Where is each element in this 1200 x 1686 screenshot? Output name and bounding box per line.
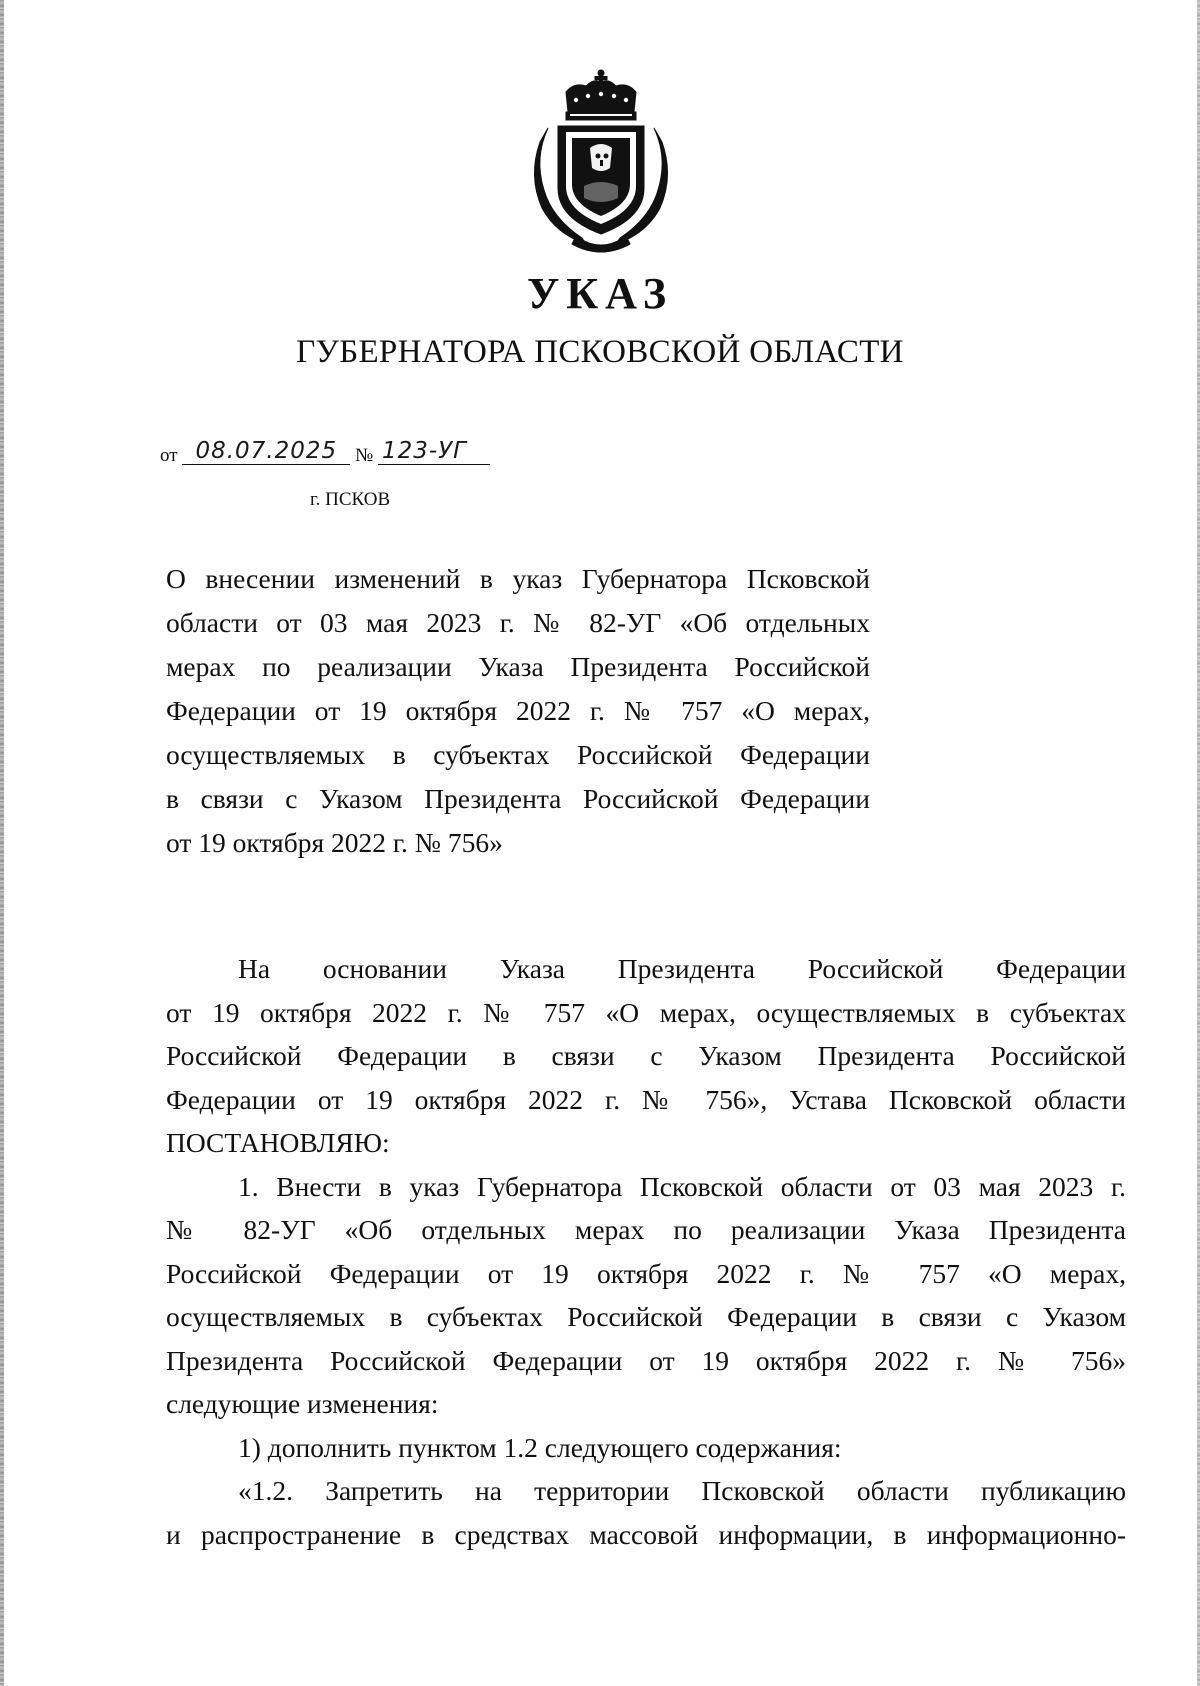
subject-line: осуществляемых в субъектах Российской Федерации — [166, 739, 870, 770]
document-title: УКАЗ — [526, 269, 674, 318]
number-prefix: № — [355, 445, 374, 466]
subject-line: в связи с Указом Президента Российской Федерации — [166, 783, 870, 814]
body-line: 1. Внести в указ Губернатора Псковской области от 03 мая 2023 г. — [238, 1170, 1126, 1202]
date-prefix: от — [160, 445, 178, 466]
body-line: Российской Федерации от 19 октября 2022 г. № 757 «О мерах, — [166, 1257, 1126, 1289]
subject-line: области от 03 мая 2023 г. № 82-УГ «Об отдельных — [166, 607, 870, 638]
body-line: от 19 октября 2022 г. № 757 «О мерах, осуществляемых в субъектах — [166, 996, 1126, 1028]
body-line: следующие изменения: — [166, 1388, 439, 1419]
body-line: Российской Федерации в связи с Указом Президента Российской — [166, 1040, 1126, 1071]
handwritten-date: 08.07.2025 — [182, 440, 350, 465]
body-line: № 82-УГ «Об отдельных мерах по реализации Указа Президента — [166, 1214, 1126, 1245]
body-line: Федерации от 19 октября 2022 г. № 756», Устава Псковской области — [166, 1083, 1126, 1115]
decree-body — [166, 947, 1126, 1556]
coat-of-arms-pskov-region-icon — [526, 68, 676, 254]
body-line: осуществляемых в субъектах Российской Федерации в связи с Указом — [166, 1301, 1126, 1332]
subject-line: от 19 октября 2022 г. № 756» — [166, 827, 503, 858]
decree-subject — [166, 557, 870, 865]
city-label: г. ПСКОВ — [310, 489, 391, 510]
subject-line: мерах по реализации Указа Президента Российской — [166, 651, 870, 682]
body-line: На основании Указа Президента Российской Федерации — [238, 953, 1126, 984]
subject-line: Федерации от 19 октября 2022 г. № 757 «О мерах, — [166, 695, 870, 726]
handwritten-number: 123-УГ — [378, 440, 490, 465]
document-issuer: ГУБЕРНАТОРА ПСКОВСКОЙ ОБЛАСТИ — [296, 334, 904, 370]
body-line: и распространение в средствах массовой информации, в информационно- — [166, 1518, 1126, 1550]
date-number-row — [160, 438, 490, 468]
body-line: ПОСТАНОВЛЯЮ: — [166, 1127, 390, 1158]
body-line: «1.2. Запретить на территории Псковской области публикацию — [238, 1475, 1126, 1506]
subject-line: О внесении изменений в указ Губернатора Псковской — [166, 563, 870, 594]
body-line: Президента Российской Федерации от 19 октября 2022 г. № 756» — [166, 1344, 1126, 1376]
body-line: 1) дополнить пунктом 1.2 следующего содержания: — [238, 1431, 842, 1463]
scan-edge-left — [0, 0, 4, 1686]
